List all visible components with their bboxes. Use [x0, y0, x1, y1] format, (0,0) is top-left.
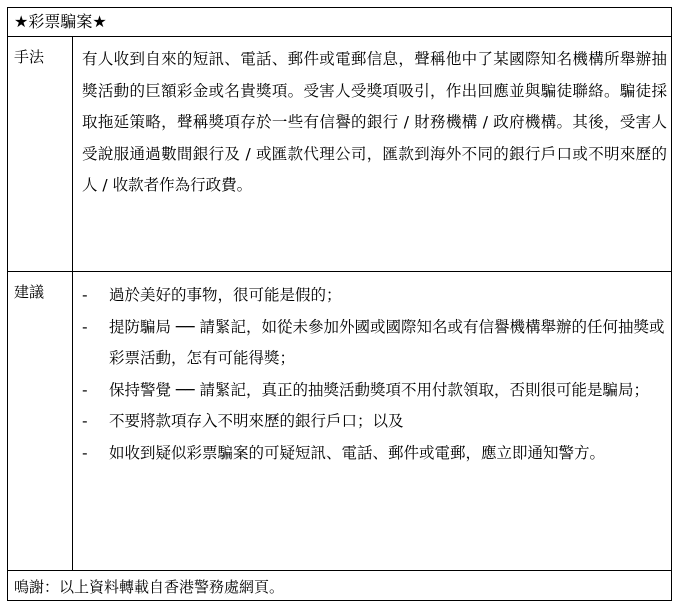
title-row — [8, 8, 671, 37]
list-item — [82, 438, 667, 470]
advice-item-text: 提防騙局 ── 請緊記，如從未參加外國或國際知名或有信譽機構舉辦的任何抽獎或彩票活動，怎有可能得獎； — [109, 317, 665, 368]
table-title: ★彩票騙案★ — [14, 12, 107, 31]
advice-item-text: 保持警覺 ── 請緊記，真正的抽獎活動獎項不用付款領取，否則很可能是騙局； — [109, 380, 650, 399]
advice-item-text: 如收到疑似彩票騙案的可疑短訊、電話、郵件或電郵，應立即通知警方。 — [109, 443, 606, 462]
bullet-dash: - — [82, 286, 88, 304]
credit-text: 鳴謝：以上資料轉載自香港警務處網頁。 — [14, 578, 285, 596]
bullet-dash: - — [82, 412, 88, 431]
bullet-dash: - — [82, 443, 88, 462]
method-label: 手法 — [14, 48, 45, 66]
advice-item-text: 不要將款項存入不明來歷的銀行戶口；以及 — [109, 412, 404, 431]
credit-row — [8, 571, 671, 601]
bullet-dash: - — [82, 317, 88, 336]
advice-list — [82, 280, 667, 470]
list-item — [82, 312, 667, 375]
method-row — [8, 37, 671, 272]
column-divider — [72, 37, 73, 571]
bullet-dash: - — [82, 380, 88, 399]
list-item — [82, 406, 667, 438]
advice-row — [8, 272, 671, 571]
info-table — [7, 7, 672, 601]
list-item — [82, 375, 667, 407]
list-item — [82, 280, 667, 312]
advice-item-text: 過於美好的事物，很可能是假的； — [109, 286, 342, 304]
method-description: 有人收到自來的短訊、電話、郵件或電郵信息，聲稱他中了某國際知名機構所舉辦抽獎活動的巨額彩金或名貴獎項。受害人受獎項吸引，作出回應並與騙徒聯絡。騙徒採取拖延策略，聲稱獎項存於一些有信譽的銀行 / 財務機構 / 政府機構。其後，受害人受說服通過數間銀行及 / 或匯款代理公司，匯款到海外不同的銀行戶口或不明來歷的人 / 收款者作為行政費。 — [82, 50, 667, 195]
advice-label: 建議 — [14, 283, 45, 301]
